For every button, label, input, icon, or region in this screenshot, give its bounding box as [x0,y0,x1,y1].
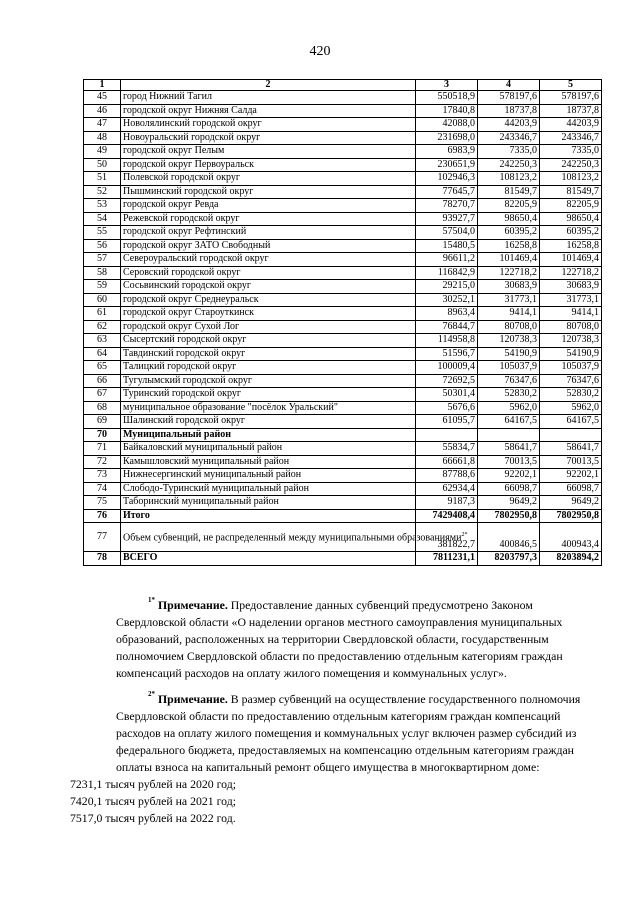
value-col-4: 108123,2 [478,172,540,186]
row-name [121,442,416,456]
row-number: 56 [84,239,121,253]
value-col-3: 42088,0 [416,118,478,132]
row-name [121,347,416,361]
row-name [121,185,416,199]
row-name-text: городской округ Рефтинский [123,226,247,237]
row-number: 62 [84,320,121,334]
row-name [121,212,416,226]
row-name-text: Серовский городской округ [123,266,241,278]
value-col-3: 76844,7 [416,320,478,334]
row-name-text: Режевской городской округ [123,212,240,224]
value-col-4: 66098,7 [478,482,540,496]
table-row [84,253,602,267]
value-col-3: 100009,4 [416,361,478,375]
value-col-5: 7802950,8 [540,509,602,523]
row-number: 53 [84,199,121,213]
row-number: 63 [84,334,121,348]
row-footnote-mark: 2* [461,532,468,539]
value-col-3: 61095,7 [416,415,478,429]
row-name-text: город Нижний Тагил [123,91,212,102]
row-number: 67 [84,388,121,402]
row-name-text: Талицкий городской округ [123,361,237,372]
row-number: 48 [84,131,121,145]
note-2-mark: 2* [148,690,155,698]
row-number: 58 [84,266,121,280]
value-col-5: 8203894,2 [540,552,602,566]
value-col-5: 242250,3 [540,158,602,172]
row-number: 68 [84,401,121,415]
value-col-5: 101469,4 [540,253,602,267]
table-row [84,104,602,118]
value-col-5: 66098,7 [540,482,602,496]
row-number: 65 [84,361,121,375]
row-number: 72 [84,455,121,469]
row-name [121,226,416,240]
row-number: 45 [84,91,121,105]
value-col-3 [416,428,478,442]
value-col-4: 5962,0 [478,401,540,415]
note-1-text: Предоставление данных субвенций предусмотрено Законом Свердловской области «О наделении органов местного самоуправления муниципальных образований, расположенных на территории Свердловской области, государственным полномочием Свердловской области по предоставлению отдельным категориям граждан компенсаций расходов на оплату жилого помещения и коммунальных услуг». [116,598,563,680]
row-name-text: городской округ Ревда [123,199,219,210]
table-row [84,280,602,294]
value-col-5: 60395,2 [540,226,602,240]
value-col-5 [540,428,602,442]
table-row [84,415,602,429]
value-col-4: 242250,3 [478,158,540,172]
value-col-5: 5962,0 [540,401,602,415]
value-col-3: 5676,6 [416,401,478,415]
table-row [84,401,602,415]
value-col-4: 52830,2 [478,388,540,402]
row-name [121,158,416,172]
row-name [121,172,416,186]
value-col-3: 66661,8 [416,455,478,469]
value-col-3: 102946,3 [416,172,478,186]
value-col-4: 31773,1 [478,293,540,307]
row-name-text: Нижнесергинский муниципальный район [123,469,302,480]
value-col-4: 122718,2 [478,266,540,280]
row-name [121,280,416,294]
row-name-text: городской округ ЗАТО Свободный [123,239,271,251]
note-2-text: В размер субвенций на осуществление государственного полномочия Свердловской области по предоставлению отдельным категориям граждан компенсаций расходов на оплату жилого помещения и коммунальных услуг включен размер субсидий из федерального бюджета, предоставляемых на компенсацию отдельным категориям граждан оплаты взноса на капитальный ремонт общего имущества в многоквартирном доме: [116,692,581,774]
value-col-4: 58641,7 [478,442,540,456]
row-number: 78 [84,552,121,566]
value-col-4: 101469,4 [478,253,540,267]
table-row [84,158,602,172]
value-col-5: 92202,1 [540,469,602,483]
table-row [84,455,602,469]
value-col-5: 70013,5 [540,455,602,469]
table-row [84,212,602,226]
value-col-4: 98650,4 [478,212,540,226]
row-name [121,415,416,429]
value-col-4: 76347,6 [478,374,540,388]
table-row [84,185,602,199]
value-col-3: 62934,4 [416,482,478,496]
header-col-2: 2 [121,80,416,91]
row-name-text: ВСЕГО [123,552,158,563]
page-number: 420 [309,44,331,59]
row-number: 57 [84,253,121,267]
value-col-3: 17840,8 [416,104,478,118]
row-name [121,552,416,566]
row-name [121,361,416,375]
table-row [84,469,602,483]
table-row [84,388,602,402]
row-name-text: городской округ Нижняя Салда [123,104,257,116]
table-row [84,509,602,523]
value-col-4: 82205,9 [478,199,540,213]
table-row [84,428,602,442]
value-col-3: 114958,8 [416,334,478,348]
value-col-5: 9414,1 [540,307,602,321]
row-name-text: Сысертский городской округ [123,334,247,345]
table-row [84,307,602,321]
row-number: 64 [84,347,121,361]
table-row [84,226,602,240]
row-name [121,145,416,159]
value-col-3: 29215,0 [416,280,478,294]
row-name-text: Североуральский городской округ [123,253,269,264]
table-header-row [84,80,602,91]
header-col-1: 1 [84,80,121,91]
value-col-4: 30683,9 [478,280,540,294]
value-col-4: 60395,2 [478,226,540,240]
row-number: 61 [84,307,121,321]
row-name-text: Пышминский городской округ [123,185,254,197]
value-col-4 [478,428,540,442]
header-col-4: 4 [478,80,540,91]
value-col-4: 44203,9 [478,118,540,132]
value-col-3: 9187,3 [416,496,478,510]
row-name [121,199,416,213]
row-number: 51 [84,172,121,186]
row-name-text: городской округ Среднеуральск [123,293,259,305]
row-name-text: муниципальное образование "посёлок Уральский" [123,401,338,413]
value-col-3: 72692,5 [416,374,478,388]
header-col-5: 5 [540,80,602,91]
table-row [84,293,602,307]
table-row [84,482,602,496]
value-col-4: 54190,9 [478,347,540,361]
row-name-text: городской округ Сухой Лог [123,320,240,332]
table-row [84,552,602,566]
table-row [84,320,602,334]
row-number: 74 [84,482,121,496]
row-name-text: Слободо-Туринский муниципальный район [123,482,309,494]
value-col-5: 80708,0 [540,320,602,334]
row-number: 70 [84,428,121,442]
value-col-5: 18737,8 [540,104,602,118]
row-name [121,104,416,118]
table-row [84,347,602,361]
row-name-text: Новолялинский городской округ [123,118,262,129]
table-row [84,442,602,456]
row-number: 66 [84,374,121,388]
row-name-text: Объем субвенций, не распределенный между муниципальными образованиями [123,532,462,544]
table-row [84,239,602,253]
row-number: 59 [84,280,121,294]
value-col-4: 18737,8 [478,104,540,118]
value-col-5: 52830,2 [540,388,602,402]
value-col-5: 243346,7 [540,131,602,145]
table-row [84,118,602,132]
row-name-text: городской округ Первоуральск [123,158,254,170]
notes-section [70,596,600,827]
value-col-4: 80708,0 [478,320,540,334]
row-number: 46 [84,104,121,118]
table-row [84,91,602,105]
value-col-4: 64167,5 [478,415,540,429]
value-col-3: 51596,7 [416,347,478,361]
value-col-4: 70013,5 [478,455,540,469]
row-name-text: Муниципальный район [123,428,232,440]
row-name [121,374,416,388]
row-name-text: Сосьвинский городской округ [123,280,251,291]
row-name [121,509,416,523]
row-name [121,266,416,280]
value-col-3: 15480,5 [416,239,478,253]
table-row [84,496,602,510]
row-name-text: городской округ Пелым [123,145,225,156]
value-col-3: 8963,4 [416,307,478,321]
value-col-3: 30252,1 [416,293,478,307]
value-col-5: 54190,9 [540,347,602,361]
value-col-4: 8203797,3 [478,552,540,566]
value-col-5: 122718,2 [540,266,602,280]
value-col-5: 108123,2 [540,172,602,186]
row-name [121,428,416,442]
row-name [121,239,416,253]
note-2-amounts [70,776,600,827]
table-row [84,172,602,186]
row-number: 49 [84,145,121,159]
header-col-3: 3 [416,80,478,91]
row-number: 77 [84,523,121,552]
row-name-text: Туринский городской округ [123,388,241,399]
value-col-4: 105037,9 [478,361,540,375]
value-col-5: 400943,4 [540,523,602,552]
note-2 [116,691,600,776]
note-1 [116,597,600,682]
value-col-3: 6983,9 [416,145,478,159]
row-name [121,253,416,267]
note-1-mark: 1* [148,596,155,604]
value-col-3: 78270,7 [416,199,478,213]
value-col-4: 7335,0 [478,145,540,159]
value-col-4: 578197,6 [478,91,540,105]
value-col-3: 381822,7 [416,523,478,552]
table-row [84,131,602,145]
row-name-text: Новоуральский городской округ [123,131,261,143]
value-col-5: 7335,0 [540,145,602,159]
row-name [121,401,416,415]
value-col-5: 81549,7 [540,185,602,199]
value-col-5: 82205,9 [540,199,602,213]
value-col-5: 64167,5 [540,415,602,429]
row-name [121,118,416,132]
value-col-4: 9649,2 [478,496,540,510]
value-col-3: 55834,7 [416,442,478,456]
subvention-table [83,79,602,566]
row-name [121,320,416,334]
table-row [84,145,602,159]
value-col-5: 98650,4 [540,212,602,226]
value-col-3: 57504,0 [416,226,478,240]
row-name [121,131,416,145]
value-col-5: 30683,9 [540,280,602,294]
amount-2021: 7420,1 тысяч рублей на 2021 год; [70,794,237,808]
value-col-5: 9649,2 [540,496,602,510]
row-name [121,388,416,402]
row-number: 52 [84,185,121,199]
amount-2022: 7517,0 тысяч рублей на 2022 год. [70,811,236,825]
value-col-3: 231698,0 [416,131,478,145]
value-col-3: 96611,2 [416,253,478,267]
value-col-3: 550518,9 [416,91,478,105]
row-name [121,307,416,321]
value-col-4: 92202,1 [478,469,540,483]
value-col-5: 105037,9 [540,361,602,375]
row-name-text: Полевской городской округ [123,172,240,183]
table-row [84,374,602,388]
value-col-3: 77645,7 [416,185,478,199]
row-number: 69 [84,415,121,429]
amount-2020: 7231,1 тысяч рублей на 2020 год; [70,777,237,791]
table-row [84,199,602,213]
value-col-4: 243346,7 [478,131,540,145]
row-number: 75 [84,496,121,510]
row-name-text: Тавдинский городской округ [123,347,246,359]
table-body [84,91,602,566]
row-number: 47 [84,118,121,132]
row-number: 60 [84,293,121,307]
value-col-4: 9414,1 [478,307,540,321]
row-name [121,91,416,105]
row-name-text: Итого [123,509,150,521]
table-row [84,361,602,375]
row-name-text: Тугулымский городской округ [123,374,252,386]
row-number: 50 [84,158,121,172]
value-col-3: 93927,7 [416,212,478,226]
row-name-text: Камышловский муниципальный район [123,455,290,467]
value-col-3: 7811231,1 [416,552,478,566]
row-name [121,334,416,348]
note-2-label: Примечание. [157,692,228,706]
row-name-text: Байкаловский муниципальный район [123,442,283,453]
value-col-5: 76347,6 [540,374,602,388]
value-col-4: 16258,8 [478,239,540,253]
value-col-3: 230651,9 [416,158,478,172]
table-row [84,334,602,348]
value-col-5: 120738,3 [540,334,602,348]
row-number: 54 [84,212,121,226]
note-1-label: Примечание. [157,598,228,612]
value-col-5: 31773,1 [540,293,602,307]
value-col-3: 87788,6 [416,469,478,483]
value-col-5: 44203,9 [540,118,602,132]
row-number: 55 [84,226,121,240]
value-col-4: 7802950,8 [478,509,540,523]
value-col-3: 7429408,4 [416,509,478,523]
row-name-text: городской округ Староуткинск [123,307,254,318]
value-col-3: 116842,9 [416,266,478,280]
value-col-4: 400846,5 [478,523,540,552]
row-name [121,455,416,469]
value-col-5: 16258,8 [540,239,602,253]
row-number: 73 [84,469,121,483]
table-row [84,266,602,280]
row-name [121,496,416,510]
value-col-4: 120738,3 [478,334,540,348]
table-row [84,523,602,552]
value-col-3: 50301,4 [416,388,478,402]
value-col-5: 58641,7 [540,442,602,456]
row-name [121,469,416,483]
row-name [121,293,416,307]
row-name-text: Шалинский городской округ [123,415,245,426]
value-col-5: 578197,6 [540,91,602,105]
row-number: 71 [84,442,121,456]
row-name-text: Таборинский муниципальный район [123,496,279,507]
value-col-4: 81549,7 [478,185,540,199]
row-number: 76 [84,509,121,523]
row-name [121,482,416,496]
